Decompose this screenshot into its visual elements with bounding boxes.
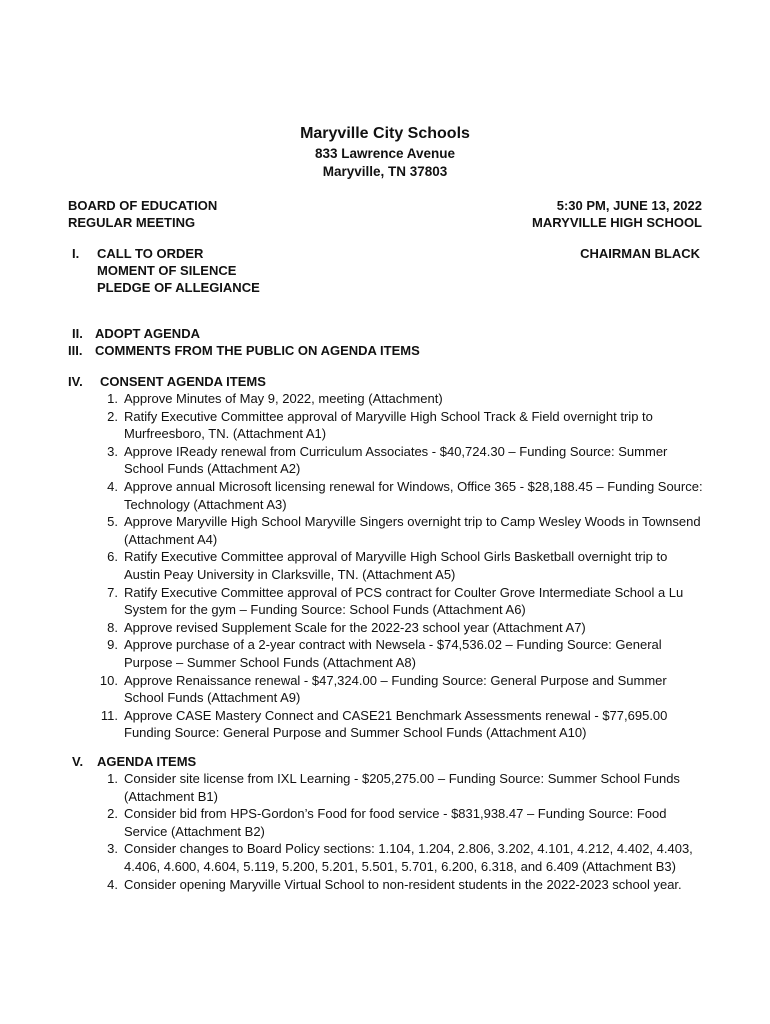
meeting-type: REGULAR MEETING xyxy=(68,215,196,230)
list-item xyxy=(68,478,704,513)
section-v-title: AGENDA ITEMS xyxy=(97,754,197,769)
item-text: Approve Minutes of May 9, 2022, meeting (Attachment) xyxy=(124,391,443,406)
section-i-line-2: MOMENT OF SILENCE xyxy=(97,263,237,278)
list-item xyxy=(68,548,704,583)
section-iv-title: CONSENT AGENDA ITEMS xyxy=(100,374,266,389)
meeting-location: MARYVILLE HIGH SCHOOL xyxy=(532,215,702,230)
section-iii-title: COMMENTS FROM THE PUBLIC ON AGENDA ITEMS xyxy=(95,343,420,358)
list-item xyxy=(68,636,704,671)
item-text: Consider bid from HPS-Gordon’s Food for food service - $831,938.47 – Funding Source: Food Service (Attachment B2) xyxy=(124,806,667,839)
item-text: Ratify Executive Committee approval of Maryville High School Girls Basketball overnight trip to Austin Peay University in Clarksville, TN. (Attachment A5) xyxy=(124,549,668,582)
item-text: Consider changes to Board Policy sections: 1.104, 1.204, 2.806, 3.202, 4.101, 4.212, 4.402, 4.403, 4.406, 4.600, 4.604, 5.119, 5.200, 5.201, 5.501, 5.701, 6.200, 6.318, and 6.409 (Attachment B3) xyxy=(124,841,693,874)
item-text: Approve Renaissance renewal - $47,324.00 – Funding Source: General Purpose and Summer School Funds (Attachment A9) xyxy=(124,672,667,706)
item-text: Ratify Executive Committee approval of Maryville High School Track & Field overnight trip to Murfreesboro, TN. (Attachment A1) xyxy=(124,408,653,442)
item-text: Consider site license from IXL Learning - $205,275.00 – Funding Source: Summer School Funds (Attachment B1) xyxy=(124,771,680,804)
item-number: 9. xyxy=(107,637,118,653)
document-title: Maryville City Schools xyxy=(300,125,470,142)
section-iv-number: IV. xyxy=(68,374,83,389)
item-text: Approve revised Supplement Scale for the 2022-23 school year (Attachment A7) xyxy=(124,619,586,635)
list-item xyxy=(68,619,704,637)
section-i-line-1: CALL TO ORDER xyxy=(97,246,204,261)
item-text: Approve annual Microsoft licensing renewal for Windows, Office 365 - $28,188.45 – Funding Source: Technology (Attachment A3) xyxy=(124,478,703,512)
item-number: 5. xyxy=(107,514,118,530)
section-i-line-3: PLEDGE OF ALLEGIANCE xyxy=(97,280,260,295)
list-item xyxy=(68,390,704,408)
list-item xyxy=(68,876,704,894)
item-number: 4. xyxy=(107,478,118,494)
list-item xyxy=(68,584,704,619)
item-number: 3. xyxy=(107,841,118,857)
item-text: Approve IReady renewal from Curriculum Associates - $40,724.30 – Funding Source: Summer School Funds (Attachment A2) xyxy=(124,443,668,477)
item-text: Consider opening Maryville Virtual School to non-resident students in the 2022-2023 school year. xyxy=(124,876,682,892)
list-item xyxy=(68,672,704,707)
item-number: 4. xyxy=(107,876,118,892)
board-name: BOARD OF EDUCATION xyxy=(68,198,218,213)
list-item xyxy=(68,707,704,742)
item-number: 10. xyxy=(99,672,118,688)
item-number: 2. xyxy=(107,806,118,822)
section-iii-number: III. xyxy=(68,343,83,358)
item-number: 7. xyxy=(107,584,118,600)
section-ii-title: ADOPT AGENDA xyxy=(95,326,200,341)
item-text: Approve purchase of a 2-year contract with Newsela - $74,536.02 – Funding Source: General Purpose – Summer School Funds (Attachment A8) xyxy=(124,637,662,670)
item-number: 11. xyxy=(100,707,118,723)
item-text: Ratify Executive Committee approval of PCS contract for Coulter Grove Intermediate School a Lu System for the gym – Funding Source: School Funds (Attachment A6) xyxy=(124,584,684,618)
consent-agenda-list xyxy=(68,390,704,742)
item-number: 1. xyxy=(107,771,118,786)
agenda-items-list xyxy=(68,770,704,893)
list-item xyxy=(68,770,704,805)
section-i-number: I. xyxy=(72,246,80,261)
address-line-2: Maryville, TN 37803 xyxy=(322,164,448,179)
list-item xyxy=(68,513,704,548)
section-v-number: V. xyxy=(72,754,84,769)
item-number: 2. xyxy=(107,408,118,424)
item-number: 1. xyxy=(107,391,118,406)
item-number: 6. xyxy=(107,549,118,565)
list-item xyxy=(68,805,704,840)
item-text: Approve Maryville High School Maryville Singers overnight trip to Camp Wesley Woods in Townsend (Attachment A4) xyxy=(124,514,701,547)
meeting-time: 5:30 PM, JUNE 13, 2022 xyxy=(556,198,702,213)
list-item xyxy=(68,408,704,443)
address-line-1: 833 Lawrence Avenue xyxy=(314,146,456,161)
item-number: 3. xyxy=(107,443,118,459)
item-number: 8. xyxy=(107,619,118,635)
list-item xyxy=(68,443,704,478)
presider: CHAIRMAN BLACK xyxy=(580,246,700,261)
item-text: Approve CASE Mastery Connect and CASE21 Benchmark Assessments renewal - $77,695.00 Funding Source: General Purpose and Summer School Funds (Attachment A10) xyxy=(124,707,668,741)
section-ii-number: II. xyxy=(72,326,83,341)
list-item xyxy=(68,840,704,875)
